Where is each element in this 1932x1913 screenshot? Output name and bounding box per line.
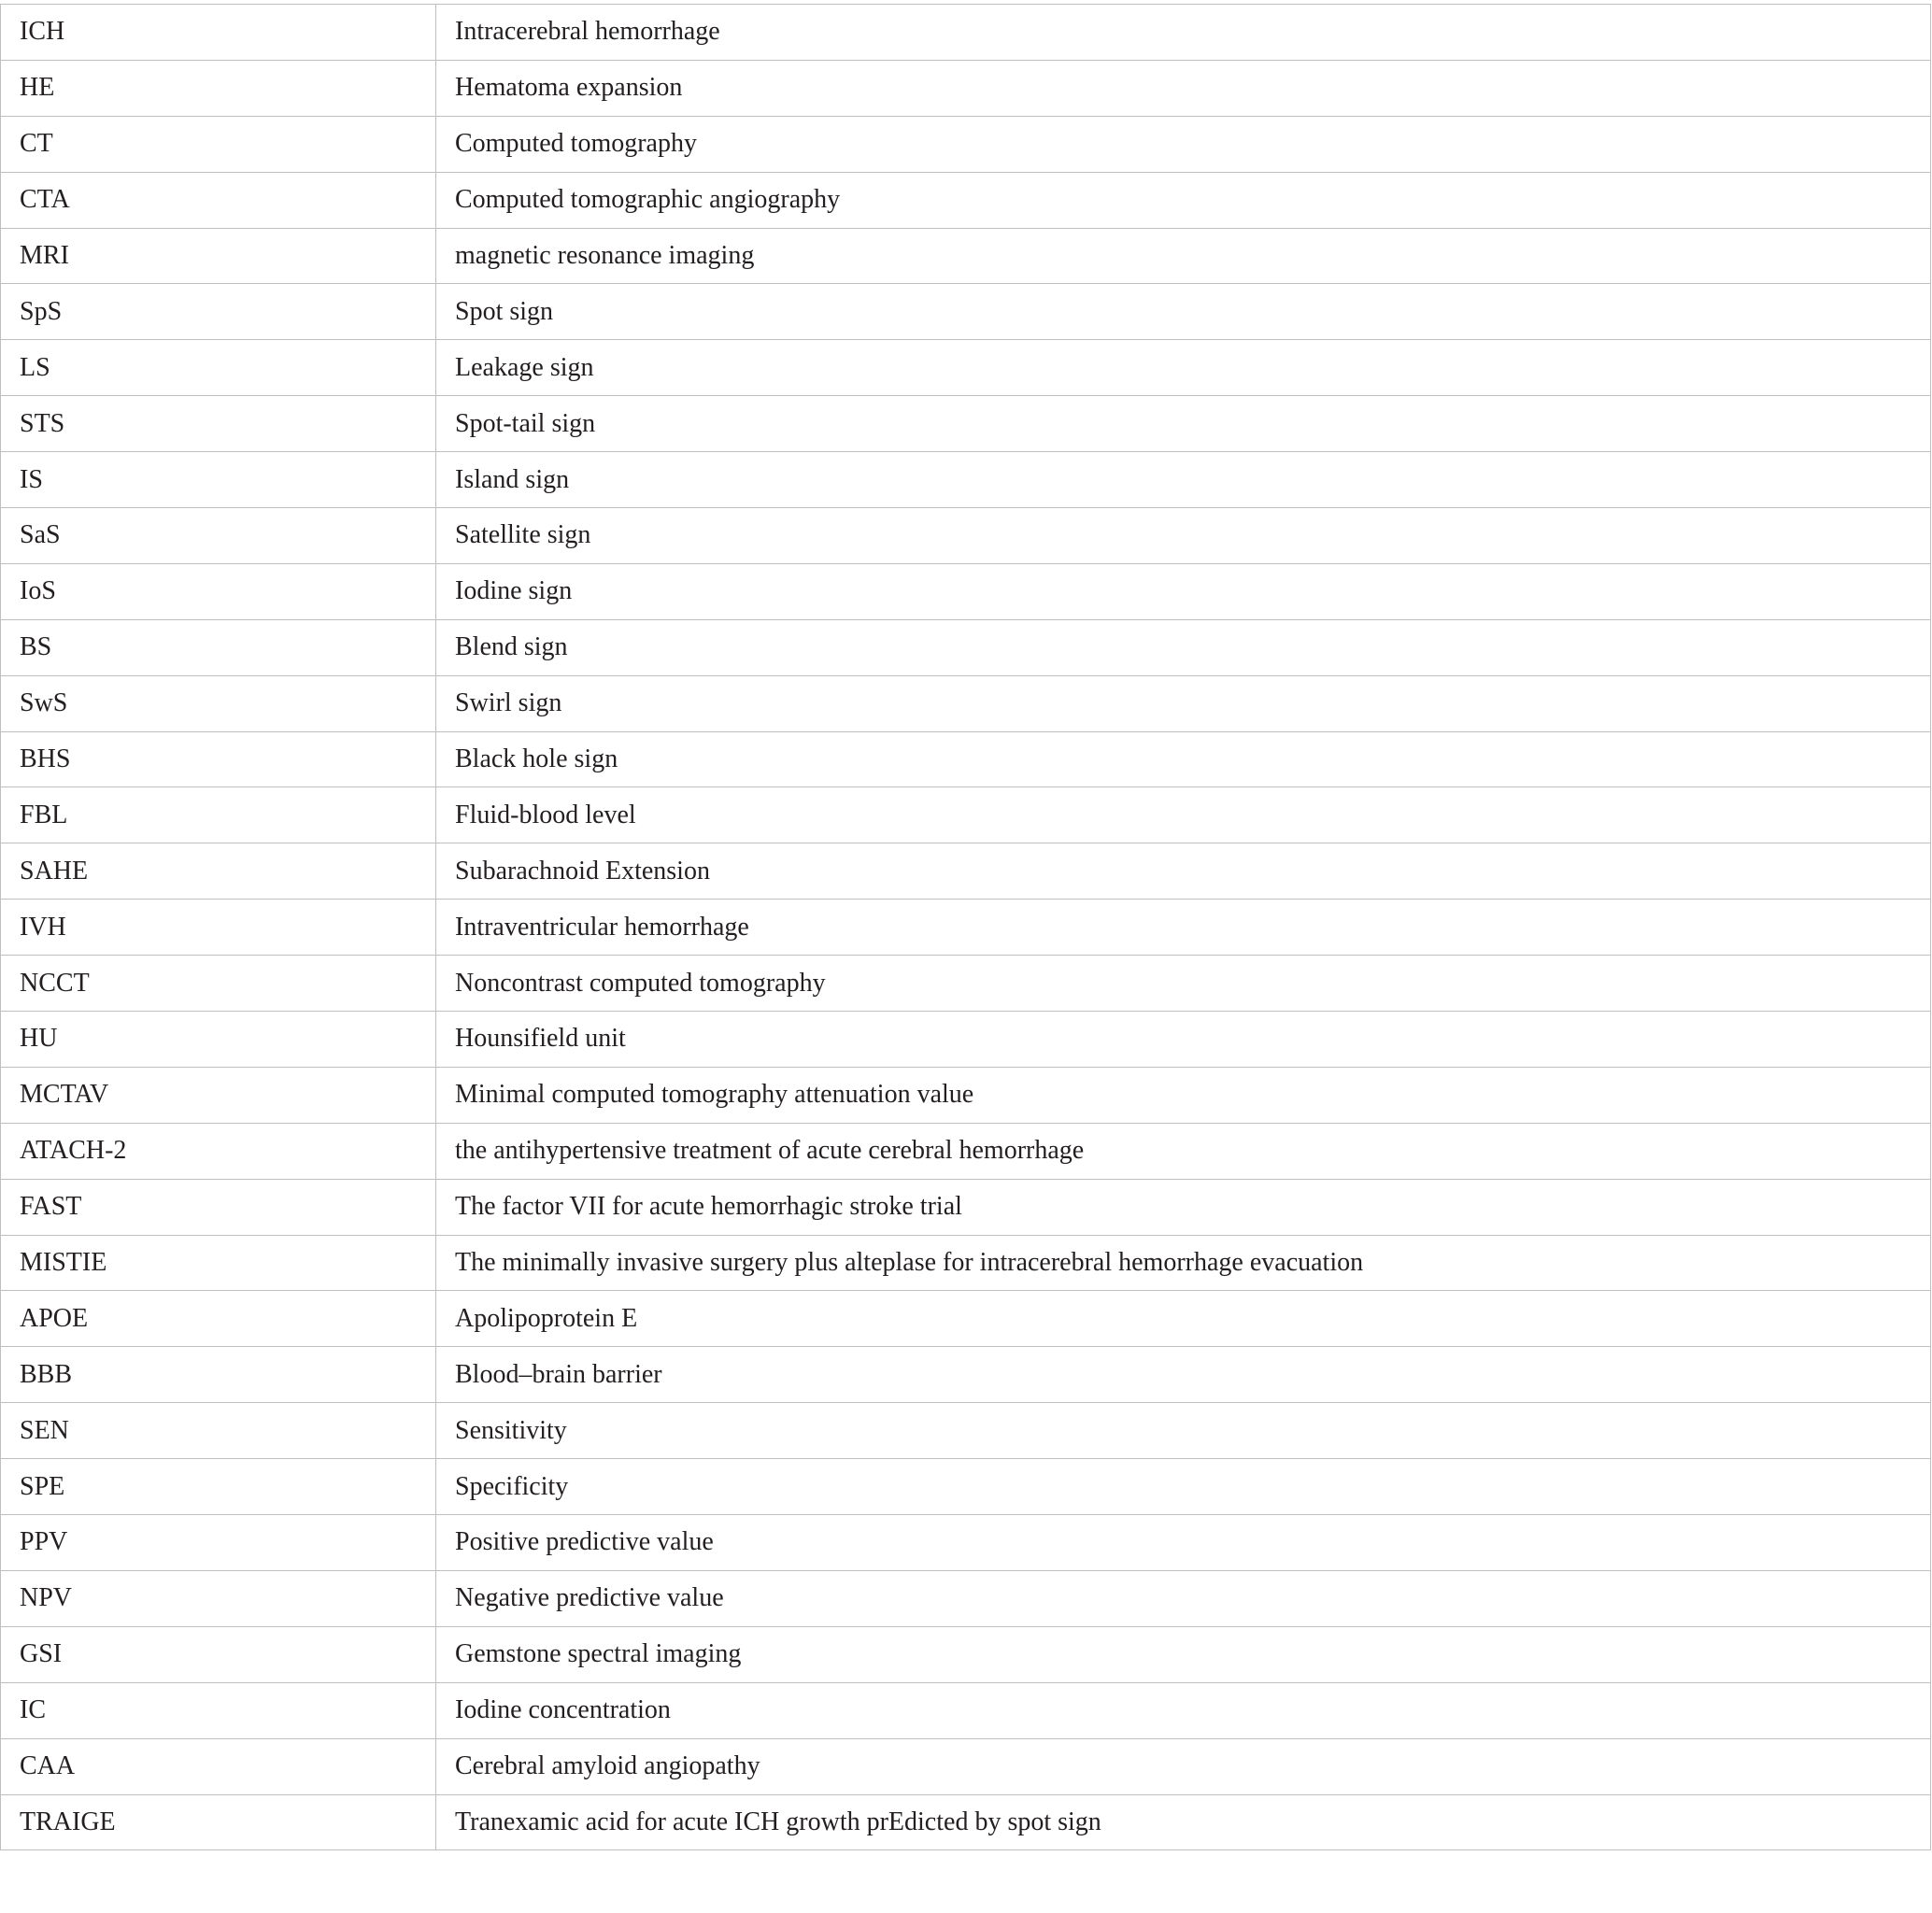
- table-row: [1, 1403, 1931, 1459]
- abbreviation-cell: CTA: [1, 172, 436, 228]
- definition-cell: Spot sign: [436, 284, 1931, 340]
- table-row: [1, 1291, 1931, 1347]
- table-row: [1, 172, 1931, 228]
- abbreviation-cell: NPV: [1, 1570, 436, 1626]
- definition-cell: Tranexamic acid for acute ICH growth prEdicted by spot sign: [436, 1794, 1931, 1850]
- definition-cell: Swirl sign: [436, 675, 1931, 731]
- table-row: [1, 956, 1931, 1012]
- abbreviation-cell: GSI: [1, 1626, 436, 1682]
- definition-cell: Apolipoprotein E: [436, 1291, 1931, 1347]
- definition-cell: Iodine concentration: [436, 1682, 1931, 1738]
- abbreviation-cell: CAA: [1, 1738, 436, 1794]
- abbreviation-cell: SEN: [1, 1403, 436, 1459]
- abbreviation-cell: IS: [1, 452, 436, 508]
- definition-cell: Spot-tail sign: [436, 396, 1931, 452]
- definition-cell: Negative predictive value: [436, 1570, 1931, 1626]
- definition-cell: magnetic resonance imaging: [436, 228, 1931, 284]
- table-row: [1, 731, 1931, 787]
- table-row: [1, 508, 1931, 564]
- definition-cell: Hounsifield unit: [436, 1012, 1931, 1068]
- abbreviation-cell: SpS: [1, 284, 436, 340]
- definition-cell: Computed tomography: [436, 116, 1931, 172]
- abbreviation-cell: IoS: [1, 563, 436, 619]
- abbreviation-cell: BS: [1, 619, 436, 675]
- definition-cell: Fluid-blood level: [436, 787, 1931, 843]
- definition-cell: Hematoma expansion: [436, 60, 1931, 116]
- definition-cell: Subarachnoid Extension: [436, 843, 1931, 900]
- table-row: [1, 396, 1931, 452]
- definition-cell: Intraventricular hemorrhage: [436, 900, 1931, 956]
- abbreviation-cell: SwS: [1, 675, 436, 731]
- definition-cell: Blood–brain barrier: [436, 1347, 1931, 1403]
- definition-cell: the antihypertensive treatment of acute cerebral hemorrhage: [436, 1123, 1931, 1179]
- definition-cell: Noncontrast computed tomography: [436, 956, 1931, 1012]
- abbreviation-cell: PPV: [1, 1515, 436, 1571]
- abbreviation-cell: FBL: [1, 787, 436, 843]
- abbreviation-table: [0, 4, 1931, 1850]
- abbreviation-table-container: [0, 4, 1930, 1850]
- abbreviation-cell: SPE: [1, 1459, 436, 1515]
- table-row: [1, 1794, 1931, 1850]
- abbreviation-cell: SaS: [1, 508, 436, 564]
- table-row: [1, 1347, 1931, 1403]
- table-row: [1, 116, 1931, 172]
- abbreviation-cell: TRAIGE: [1, 1794, 436, 1850]
- definition-cell: Satellite sign: [436, 508, 1931, 564]
- table-row: [1, 1570, 1931, 1626]
- definition-cell: The minimally invasive surgery plus alteplase for intracerebral hemorrhage evacuation: [436, 1235, 1931, 1291]
- abbreviation-cell: IVH: [1, 900, 436, 956]
- table-row: [1, 675, 1931, 731]
- table-row: [1, 1179, 1931, 1235]
- definition-cell: Minimal computed tomography attenuation value: [436, 1067, 1931, 1123]
- definition-cell: Specificity: [436, 1459, 1931, 1515]
- abbreviation-cell: CT: [1, 116, 436, 172]
- abbreviation-cell: ATACH-2: [1, 1123, 436, 1179]
- table-row: [1, 1235, 1931, 1291]
- abbreviation-cell: HU: [1, 1012, 436, 1068]
- abbreviation-cell: IC: [1, 1682, 436, 1738]
- table-row: [1, 1515, 1931, 1571]
- abbreviation-cell: HE: [1, 60, 436, 116]
- abbreviation-cell: NCCT: [1, 956, 436, 1012]
- table-row: [1, 452, 1931, 508]
- table-row: [1, 787, 1931, 843]
- table-row: [1, 1738, 1931, 1794]
- table-row: [1, 284, 1931, 340]
- abbreviation-cell: LS: [1, 340, 436, 396]
- table-row: [1, 1682, 1931, 1738]
- abbreviation-cell: SAHE: [1, 843, 436, 900]
- table-row: [1, 843, 1931, 900]
- abbreviation-cell: STS: [1, 396, 436, 452]
- table-row: [1, 228, 1931, 284]
- table-row: [1, 563, 1931, 619]
- abbreviation-cell: MRI: [1, 228, 436, 284]
- definition-cell: Positive predictive value: [436, 1515, 1931, 1571]
- table-row: [1, 1626, 1931, 1682]
- table-row: [1, 1067, 1931, 1123]
- table-row: [1, 900, 1931, 956]
- definition-cell: Island sign: [436, 452, 1931, 508]
- definition-cell: Iodine sign: [436, 563, 1931, 619]
- table-row: [1, 60, 1931, 116]
- definition-cell: Black hole sign: [436, 731, 1931, 787]
- table-row: [1, 1459, 1931, 1515]
- table-row: [1, 619, 1931, 675]
- table-row: [1, 5, 1931, 61]
- table-row: [1, 340, 1931, 396]
- definition-cell: Gemstone spectral imaging: [436, 1626, 1931, 1682]
- abbreviation-cell: FAST: [1, 1179, 436, 1235]
- table-row: [1, 1012, 1931, 1068]
- definition-cell: Computed tomographic angiography: [436, 172, 1931, 228]
- abbreviation-cell: BBB: [1, 1347, 436, 1403]
- abbreviation-cell: MISTIE: [1, 1235, 436, 1291]
- table-row: [1, 1123, 1931, 1179]
- abbreviation-cell: APOE: [1, 1291, 436, 1347]
- definition-cell: Cerebral amyloid angiopathy: [436, 1738, 1931, 1794]
- abbreviation-cell: BHS: [1, 731, 436, 787]
- abbreviation-table-body: [1, 5, 1931, 1850]
- definition-cell: Blend sign: [436, 619, 1931, 675]
- abbreviation-cell: MCTAV: [1, 1067, 436, 1123]
- abbreviation-cell: ICH: [1, 5, 436, 61]
- definition-cell: Leakage sign: [436, 340, 1931, 396]
- definition-cell: Sensitivity: [436, 1403, 1931, 1459]
- definition-cell: The factor VII for acute hemorrhagic stroke trial: [436, 1179, 1931, 1235]
- definition-cell: Intracerebral hemorrhage: [436, 5, 1931, 61]
